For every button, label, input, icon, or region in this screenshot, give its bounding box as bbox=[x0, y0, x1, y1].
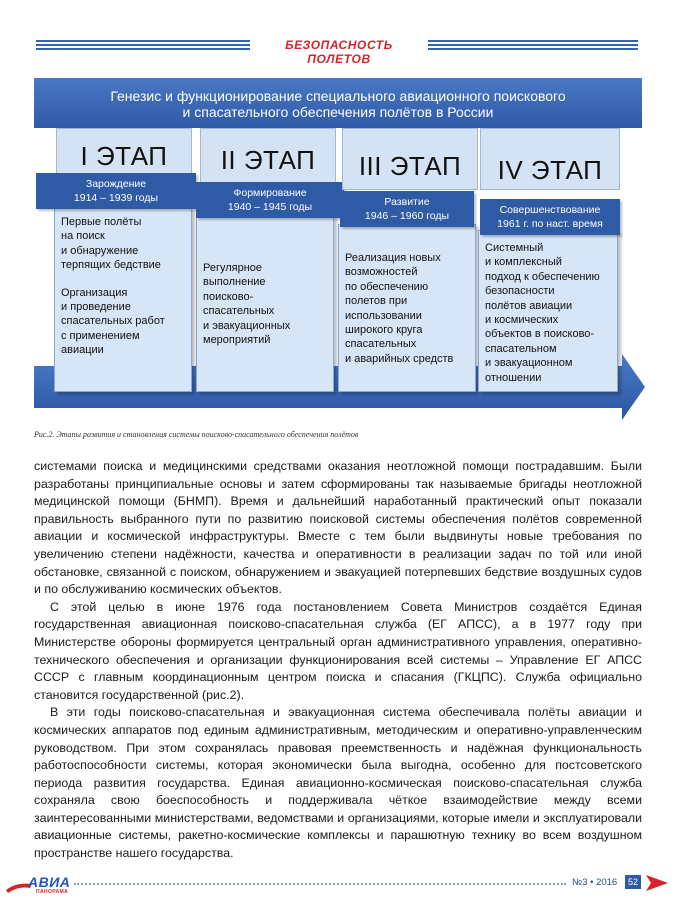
logo-text: АВИА bbox=[28, 874, 71, 890]
stage-2-tag-years: 1940 – 1945 годы bbox=[227, 201, 313, 213]
issue-number: №3 • 2016 bbox=[572, 877, 618, 888]
stage-2-text-1: Регулярное выполнение поисково- спасательных и эвакуационных мероприятий bbox=[203, 262, 291, 347]
stage-2-body bbox=[196, 214, 334, 392]
stage-4-label: IV ЭТАП bbox=[480, 128, 620, 190]
stage-2-label: II ЭТАП bbox=[200, 128, 336, 190]
logo-subtext: ПАНОРАМА bbox=[36, 889, 69, 895]
header-stripes-right bbox=[428, 40, 638, 50]
stage-3-label: III ЭТАП bbox=[342, 128, 478, 190]
stage-3-text-1: Реализация новых возможностей по обеспечению полетов при использовании широкого круга спасательных и аварийных средств bbox=[345, 252, 454, 365]
paragraph-3: В эти годы поисково-спасательная и эвакуационная система обеспечивала полёты авиации и космических аппаратов под единым административным, методическим и оперативно-управленческим руководством. При этом сохранялась правовая преемственность и надёжная функциональность работоспособности системы, которая экономически была выгодна, особенно для постсоветского периода развития государства. Единая авиационно-космическая поисково-спасательная служба сохраняла свою боеспособность и поддерживала чёткое взаимодействие между всеми заинтересованными министерствами, ведомствами и организациями, которые имели и эксплуатировали авиационные системы, ракетно-космические комплексы и парашютную технику во всем воздушном пространстве нашего государства. bbox=[34, 705, 642, 861]
footer-dotted-rule bbox=[74, 883, 566, 885]
next-page-arrow-icon bbox=[646, 875, 668, 891]
header-stripes-left bbox=[36, 40, 250, 50]
article-body bbox=[34, 458, 642, 863]
diagram-title-line1: Генезис и функционирование специального авиационного поискового bbox=[110, 88, 566, 104]
diagram-title bbox=[34, 78, 642, 128]
stage-3-tag bbox=[340, 191, 474, 227]
stage-2-tag bbox=[196, 182, 344, 218]
stage-3-body bbox=[338, 224, 476, 392]
stage-1-tag bbox=[36, 173, 196, 209]
stage-1-text-2: Организация и проведение спасательных работ с применением авиации bbox=[61, 286, 165, 357]
page-footer bbox=[0, 872, 675, 900]
stage-1-tag-years: 1914 – 1939 годы bbox=[73, 192, 159, 204]
stage-1-text-1: Первые полёты на поиск и обнаружение терпящих бедствие bbox=[61, 216, 161, 272]
paragraph-1: системами поиска и медицинскими средствами оказания неотложной помощи пострадавшим. Были разработаны принципиальные основы и затем сформированы так называемые бригады неотложной медицинской помощи (БНМП). Время и дальнейший наработанный практический опыт показали правильность выбранного пути по развитию поисковой системы обеспечения полётов современной авиации и космической инфраструктуры. Вместе с тем были выдвинуты новые требования по увеличению степени надёжности, качества и оперативности в реализации задач по той или иной обстановке, связанной с поиском, обнаружением и эвакуацией потерпевших бедствие воздушных судов и по обслуживанию космических объектов. bbox=[34, 459, 642, 597]
stage-4-text-1: Системный и комплексный подход к обеспечению безопасности полётов авиации и космических объектов в поисково- спасательном и эвакуационном отношении bbox=[485, 242, 600, 384]
paragraph-2: С этой целью в июне 1976 года постановлением Совета Министров создаётся Единая государственная авиационная поисково-спасательная служба (ЕГ АПСС), а в 1977 году при Министерстве обороны формируется центральный орган административного управления, оперативно-технического обеспечения и организации функционирования всей системы – Управление ЕГ АПСС СССР с главным координационным центром поиска и спасания (ГКЦПС). Служба официально становится государственной (рис.2). bbox=[34, 599, 642, 702]
stage-3-tag-years: 1946 – 1960 годы bbox=[364, 210, 450, 222]
stage-1-body bbox=[54, 206, 192, 392]
magazine-logo bbox=[6, 874, 74, 896]
stage-4-tag-years: 1961 г. по наст. время bbox=[497, 218, 603, 230]
stage-1-tag-name: Зарождение bbox=[85, 178, 147, 190]
figure-caption: Рис.2. Этапы развития и становления системы поисково-спасательного обеспечения полётов bbox=[34, 430, 359, 439]
stage-1-label: I ЭТАП bbox=[56, 128, 192, 190]
stage-4-tag-name: Совершенствование bbox=[499, 204, 601, 216]
stages-diagram bbox=[34, 78, 646, 428]
stage-4-body bbox=[478, 230, 618, 392]
section-title: БЕЗОПАСНОСТЬ ПОЛЕТОВ bbox=[285, 38, 393, 66]
stage-2-tag-name: Формирование bbox=[233, 187, 307, 199]
page-number: 52 bbox=[625, 875, 641, 889]
diagram-title-line2: и спасательного обеспечения полётов в России bbox=[182, 104, 494, 120]
section-header bbox=[36, 36, 638, 66]
stage-3-tag-name: Развитие bbox=[384, 196, 430, 208]
stage-4-tag bbox=[480, 199, 620, 235]
